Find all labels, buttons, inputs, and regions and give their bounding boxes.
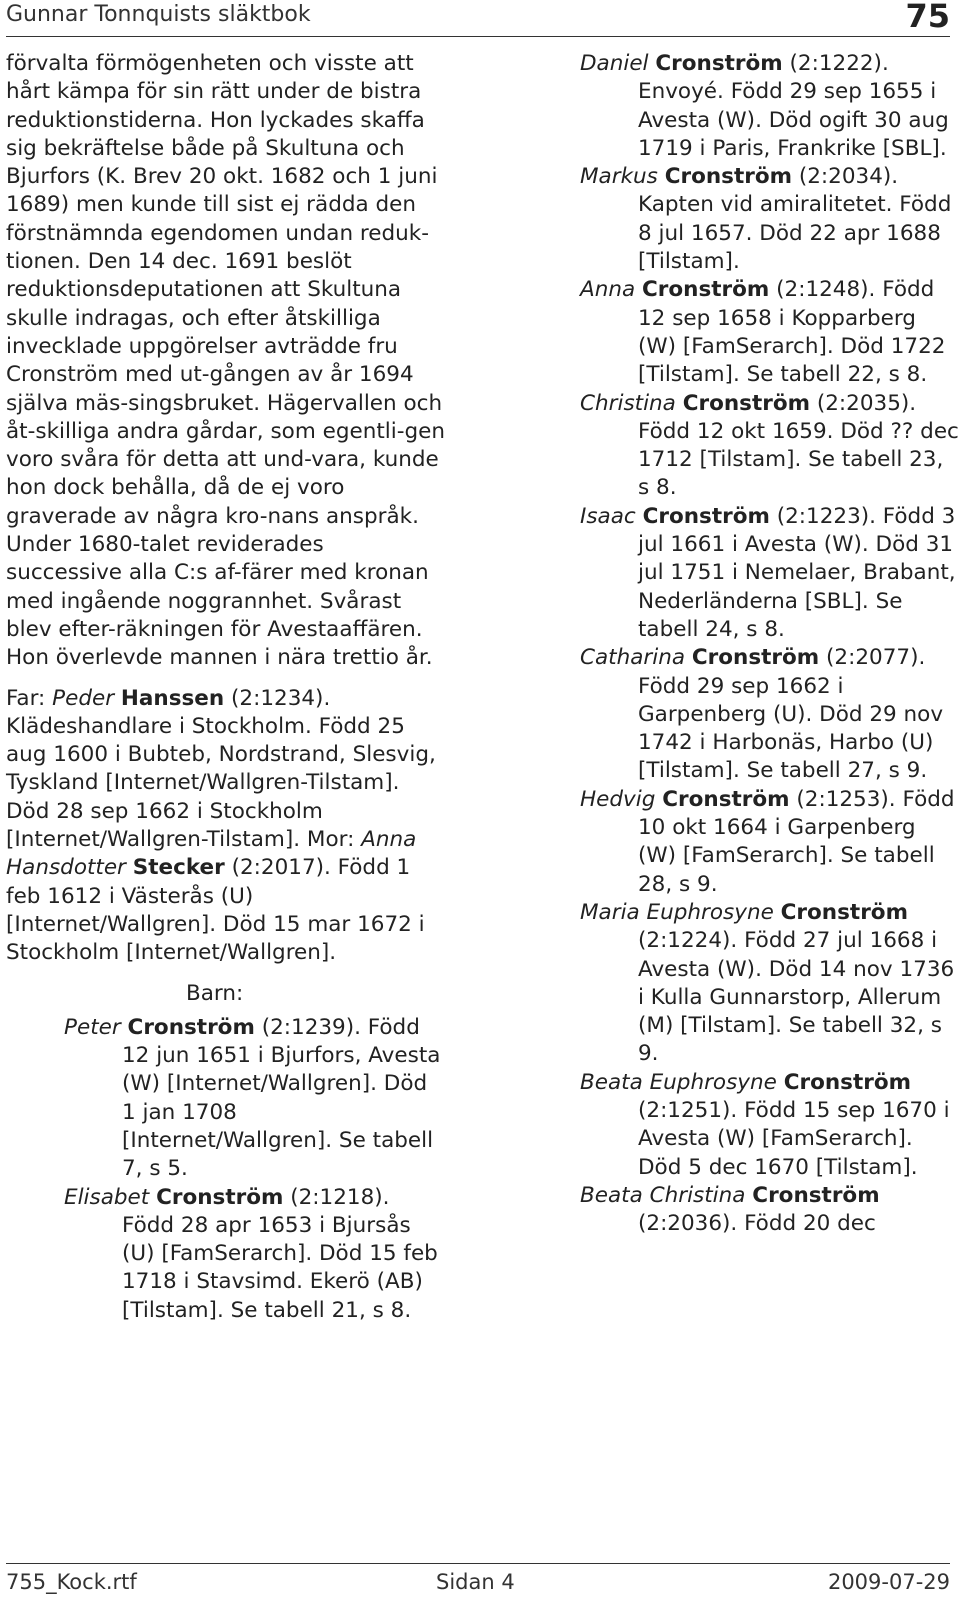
child-entry bbox=[580, 276, 960, 389]
child-details: (2:1251). Född 15 sep 1670 i Avesta (W) [FamSerarch]. Död 5 dec 1670 [Tilstam]. bbox=[638, 1097, 950, 1180]
far-details: (2:1234). Klädeshandlare i Stockholm. Född 25 aug 1600 i Bubteb, Nordstrand, Slesvig, Tyskland [Internet/Wallgren-Tilstam]. Död 28 sep 1662 i Stockholm [Internet/Wallgren-Tilstam]. bbox=[6, 685, 436, 853]
page-footer bbox=[6, 1563, 950, 1600]
child-given-name: Catharina bbox=[580, 645, 686, 671]
child-details: (2:1224). Född 27 jul 1668 i Avesta (W). Död 14 nov 1736 i Kulla Gunnarstorp, Allerum (M) [Tilstam]. Se tabell 32, s 9. bbox=[638, 928, 955, 1067]
child-entry bbox=[580, 899, 960, 1069]
footer-sheet: Sidan 4 bbox=[436, 1570, 515, 1594]
child-entry bbox=[580, 644, 960, 785]
child-entry bbox=[580, 503, 960, 644]
mor-label: Mor: bbox=[306, 827, 355, 853]
child-details: (2:2034). Kapten vid amiralitetet. Född 8 jul 1657. Död 22 apr 1688 [Tilstam]. bbox=[638, 164, 952, 275]
footer-date: 2009-07-29 bbox=[827, 1570, 950, 1594]
child-entry bbox=[580, 390, 960, 503]
child-surname: Cronström bbox=[664, 164, 792, 190]
child-entry bbox=[580, 1069, 960, 1182]
child-entry bbox=[580, 163, 960, 276]
child-entry bbox=[580, 786, 960, 899]
footer-filename: 755_Kock.rtf bbox=[6, 1570, 137, 1594]
child-given-name: Isaac bbox=[580, 503, 636, 529]
child-entry bbox=[580, 1182, 960, 1239]
child-entry bbox=[64, 1014, 446, 1184]
mor-surname: Stecker bbox=[132, 855, 225, 881]
child-given-name: Daniel bbox=[580, 51, 649, 76]
child-surname: Cronström bbox=[691, 645, 820, 671]
far-label: Far: bbox=[6, 685, 46, 711]
child-surname: Cronström bbox=[780, 899, 908, 925]
child-details: (2:2035). Född 12 okt 1659. Död ?? dec 1712 [Tilstam]. Se tabell 23, s 8. bbox=[638, 390, 959, 501]
mor-details: (2:2017). Född 1 feb 1612 i Västerås (U) [Internet/Wallgren]. Död 15 mar 1672 i Stockholm [Internet/Wallgren]. bbox=[6, 855, 425, 966]
child-given-name: Peter bbox=[64, 1014, 121, 1040]
child-details: (2:1253). Född 10 okt 1664 i Garpenberg (W) [FamSerarch]. Se tabell 28, s 9. bbox=[638, 786, 955, 897]
child-surname: Cronström bbox=[655, 51, 783, 76]
book-title: Gunnar Tonnquists släktbok bbox=[6, 2, 311, 27]
child-details: (2:1248). Född 12 sep 1658 i Kopparberg (W) [FamSerarch]. Död 1722 [Tilstam]. Se tabell 22, s 8. bbox=[638, 277, 946, 388]
child-details: (2:2077). Född 29 sep 1662 i Garpenberg (U). Död 29 nov 1742 i Harbonäs, Harbo (U) [Tilstam]. Se tabell 27, s 9. bbox=[638, 645, 944, 784]
child-details: (2:1223). Född 3 jul 1661 i Avesta (W). Död 31 jul 1751 i Nemelaer, Brabant, Nederländerna [SBL]. Se tabell 24, s 8. bbox=[638, 503, 956, 642]
child-surname: Cronström bbox=[783, 1069, 912, 1095]
far-given-name: Peder bbox=[52, 685, 115, 711]
page-header bbox=[6, 0, 950, 37]
children-heading: Barn: bbox=[186, 980, 244, 1006]
child-details: (2:1218). Född 28 apr 1653 i Bjursås (U) [FamSerarch]. Död 15 feb 1718 i Stavsimd. Ekerö (AB) [Tilstam]. Se tabell 21, s 8. bbox=[122, 1184, 438, 1323]
child-given-name: Maria Euphrosyne bbox=[580, 899, 774, 925]
child-given-name: Beata Euphrosyne bbox=[580, 1069, 777, 1095]
child-given-name: Elisabet bbox=[64, 1184, 150, 1210]
child-surname: Cronström bbox=[682, 390, 811, 416]
far-surname: Hanssen bbox=[120, 685, 225, 711]
left-children-list bbox=[6, 1014, 446, 1325]
child-details: (2:1239). Född 12 jun 1651 i Bjurfors, Avesta (W) [Internet/Wallgren]. Död 1 jan 1708 [Internet/Wallgren]. Se tabell 7, s 5. bbox=[122, 1014, 441, 1182]
page-number: 75 bbox=[905, 0, 950, 35]
mor-given-name: Anna Hansdotter bbox=[6, 827, 417, 881]
child-surname: Cronström bbox=[641, 277, 770, 303]
left-column bbox=[6, 50, 446, 1325]
child-given-name: Markus bbox=[580, 164, 658, 190]
child-details: (2:1222). Envoyé. Född 29 sep 1655 i Avesta (W). Död ogift 30 aug 1719 i Paris, Frankrike [SBL]. bbox=[638, 51, 949, 161]
intro-paragraph: förvalta förmögenheten och visste att hårt kämpa för sin rätt under de bistra reduktionstiderna. Hon lyckades skaffa sig bekräftelse både på Skultuna och Bjurfors (K. Brev 20 okt. 1682 och 1 juni 1689) men kunde till sist ej rädda den förstnämnda egendomen undan reduk-tionen. Den 14 dec. 1691 beslöt reduktionsdeputationen att Skultuna skulle indragas, och efter åtskilliga invecklade uppgörelser avträdde fru Cronström med ut-gången av år 1694 själva mäs-singsbruket. Hägervallen och åt-skilliga andra gårdar, som egentli-gen voro svåra för detta att und-vara, kunde hon dock behålla, då de ej voro graverade av några kro-nans anspråk. Under 1680-talet reviderades successive alla C:s af-färer med kronan med ingående noggrannhet. Svårast blev efter-räkningen för Avestaaffären. Hon överlevde mannen i nära trettio år. bbox=[6, 51, 445, 671]
child-surname: Cronström bbox=[156, 1184, 284, 1210]
child-given-name: Anna bbox=[580, 277, 636, 303]
child-surname: Cronström bbox=[642, 503, 770, 529]
child-entry bbox=[580, 50, 960, 163]
child-surname: Cronström bbox=[127, 1014, 255, 1040]
child-details: (2:2036). Född 20 dec bbox=[638, 1211, 876, 1237]
child-given-name: Beata Christina bbox=[580, 1182, 746, 1208]
right-column bbox=[580, 50, 960, 1238]
child-given-name: Christina bbox=[580, 390, 676, 416]
parents-paragraph bbox=[6, 685, 446, 968]
child-surname: Cronström bbox=[662, 786, 790, 812]
child-surname: Cronström bbox=[752, 1182, 880, 1208]
child-given-name: Hedvig bbox=[580, 786, 656, 812]
child-entry bbox=[64, 1184, 446, 1325]
